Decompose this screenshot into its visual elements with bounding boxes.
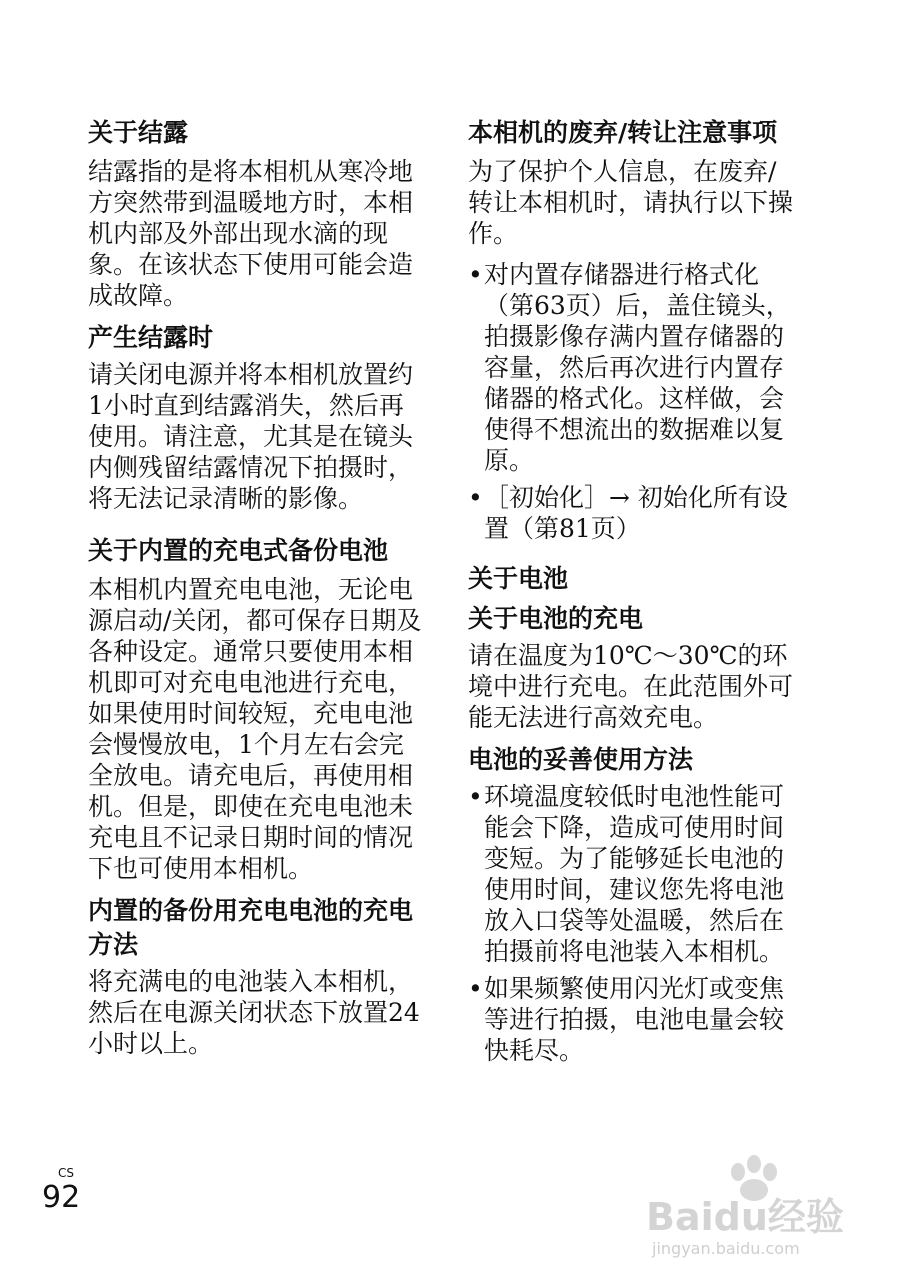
- watermark-logo: Baidu经验: [646, 1195, 844, 1239]
- list-item: • 如果频繁使用闪光灯或变焦等进行拍摄，电池电量会较快耗尽。: [468, 974, 785, 1065]
- text-disposal: 为了保护个人信息，在废弃/转让本相机时，请执行以下操作。: [468, 157, 794, 248]
- text-battery-charge: 请在温度为10℃～30℃的环境中进行充电。在此范围外可能无法进行高效充电。: [468, 641, 794, 732]
- page-number: 92: [42, 1180, 81, 1215]
- right-column: [468, 116, 798, 1074]
- bullet-icon: •: [468, 260, 483, 289]
- watermark-url: jingyan.baidu.com: [652, 1239, 800, 1258]
- heading-battery-use: 电池的妥善使用方法: [468, 745, 694, 774]
- bullet-icon: •: [468, 483, 483, 512]
- heading-battery: 关于电池: [468, 564, 569, 593]
- text-backup-charge-method: 将充满电的电池装入本相机，然后在电源关闭状态下放置24小时以上。: [88, 967, 420, 1058]
- bullet-icon: •: [468, 974, 483, 1003]
- heading-backup-battery: 关于内置的充电式备份电池: [88, 536, 389, 565]
- heading-disposal: 本相机的废弃/转让注意事项: [468, 118, 778, 147]
- left-column: [88, 116, 423, 1069]
- list-item: • 对内置存储器进行格式化（第63页）后，盖住镜头，拍摄影像存满内置存储器的容量，然后再次进行内置存储器的格式化。这样做，会使得不想流出的数据难以复原。: [468, 260, 791, 475]
- list-item: • ［初始化］→ 初始化所有设置（第81页）: [468, 483, 788, 543]
- bullet-icon: •: [468, 782, 483, 811]
- heading-condensation-occurs: 产生结露时: [88, 323, 214, 352]
- heading-backup-charge-method: 内置的备份用充电电池的充电方法: [88, 896, 414, 959]
- text-condensation: 结露指的是将本相机从寒冷地方突然带到温暖地方时，本相机内部及外部出现水滴的现象。在该状态下使用可能会造成故障。: [88, 157, 414, 310]
- heading-condensation: 关于结露: [88, 118, 189, 147]
- disposal-list: [468, 259, 798, 544]
- heading-battery-charge: 关于电池的充电: [468, 604, 644, 633]
- battery-use-list: [468, 781, 798, 1066]
- list-item: • 环境温度较低时电池性能可能会下降，造成可使用时间变短。为了能够延长电池的使用时间，建议您先将电池放入口袋等处温暖，然后在拍摄前将电池装入本相机。: [468, 782, 785, 966]
- language-code: CS: [58, 1166, 74, 1180]
- text-condensation-occurs: 请关闭电源并将本相机放置约1小时直到结露消失，然后再使用。请注意，尤其是在镜头内侧残留结露情况下拍摄时，将无法记录清晰的影像。: [88, 360, 414, 513]
- baidu-watermark: [640, 1150, 880, 1260]
- text-backup-battery: 本相机内置充电电池，无论电源启动/关闭，都可保存日期及各种设定。通常只要使用本相机即可对充电电池进行充电，如果使用时间较短，充电电池会慢慢放电，1个月左右会完全放电。请充电后，再使用相机。但是，即使在充电电池未充电且不记录日期时间的情况下也可使用本相机。: [88, 575, 422, 883]
